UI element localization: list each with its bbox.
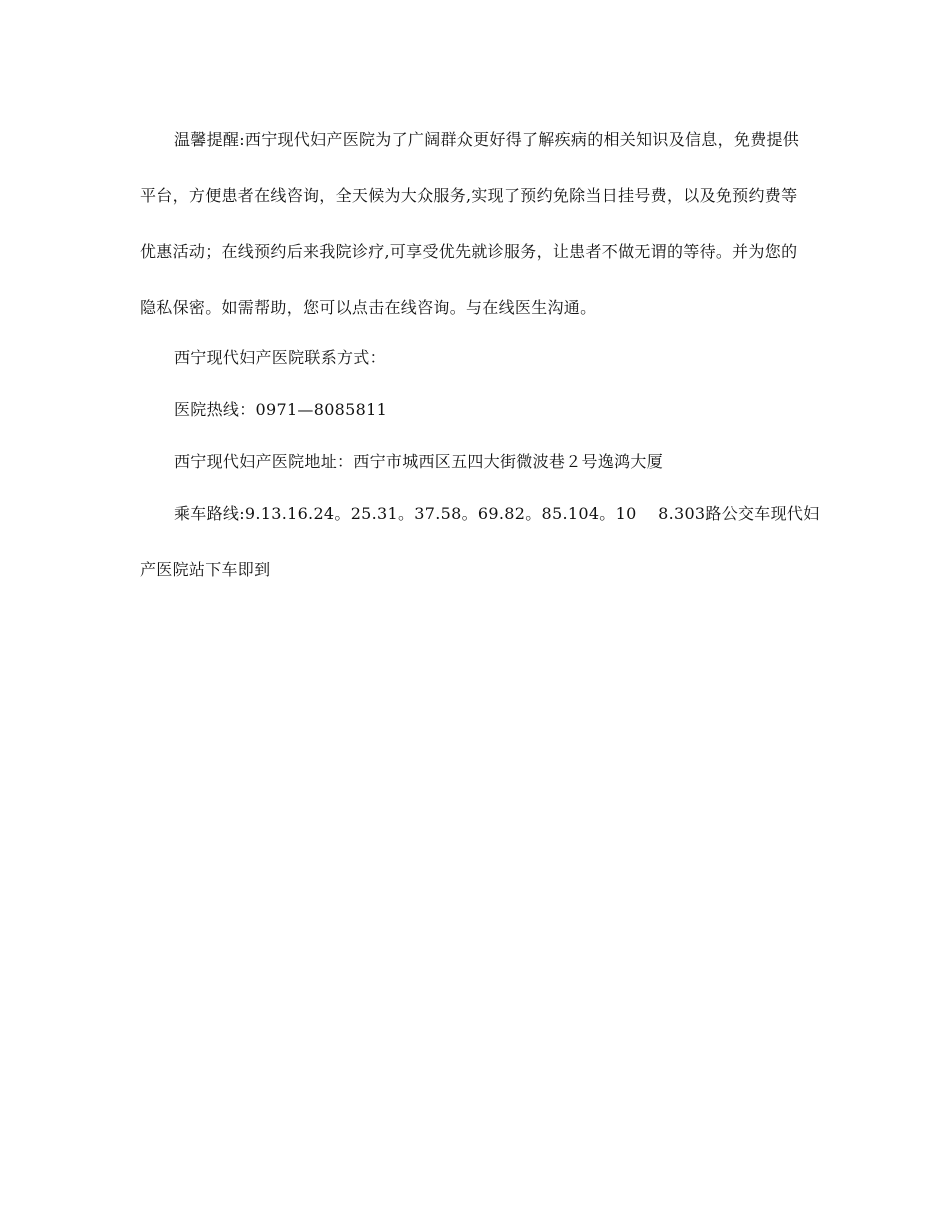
bus-route-line-2: 产医院站下车即到 — [140, 560, 271, 579]
bus-route-paragraph — [140, 500, 820, 584]
contact-heading: 西宁现代妇产医院联系方式： — [174, 348, 386, 367]
address-line: 西宁现代妇产医院地址：西宁市城西区五四大街微波巷２号逸鸿大厦 — [174, 452, 664, 471]
bus-route-line-1: 乘车路线:9.13.16.24。25.31。37.58。69.82。85.104。10 8.303路公交车现代妇 — [174, 504, 820, 523]
reminder-paragraph: 温馨提醒:西宁现代妇产医院为了广阔群众更好得了解疾病的相关知识及信息，免费提供平台，方便患者在线咨询，全天候为大众服务,实现了预约免除当日挂号费，以及免预约费等优惠活动；在线预约后来我院诊疗,可享受优先就诊服务，让患者不做无谓的等待。并为您的隐私保密。如需帮助，您可以点击在线咨询。与在线医生沟通。 — [140, 130, 800, 317]
hotline-line: 医院热线：0971—8085811 — [174, 400, 388, 419]
document-body — [140, 126, 820, 584]
